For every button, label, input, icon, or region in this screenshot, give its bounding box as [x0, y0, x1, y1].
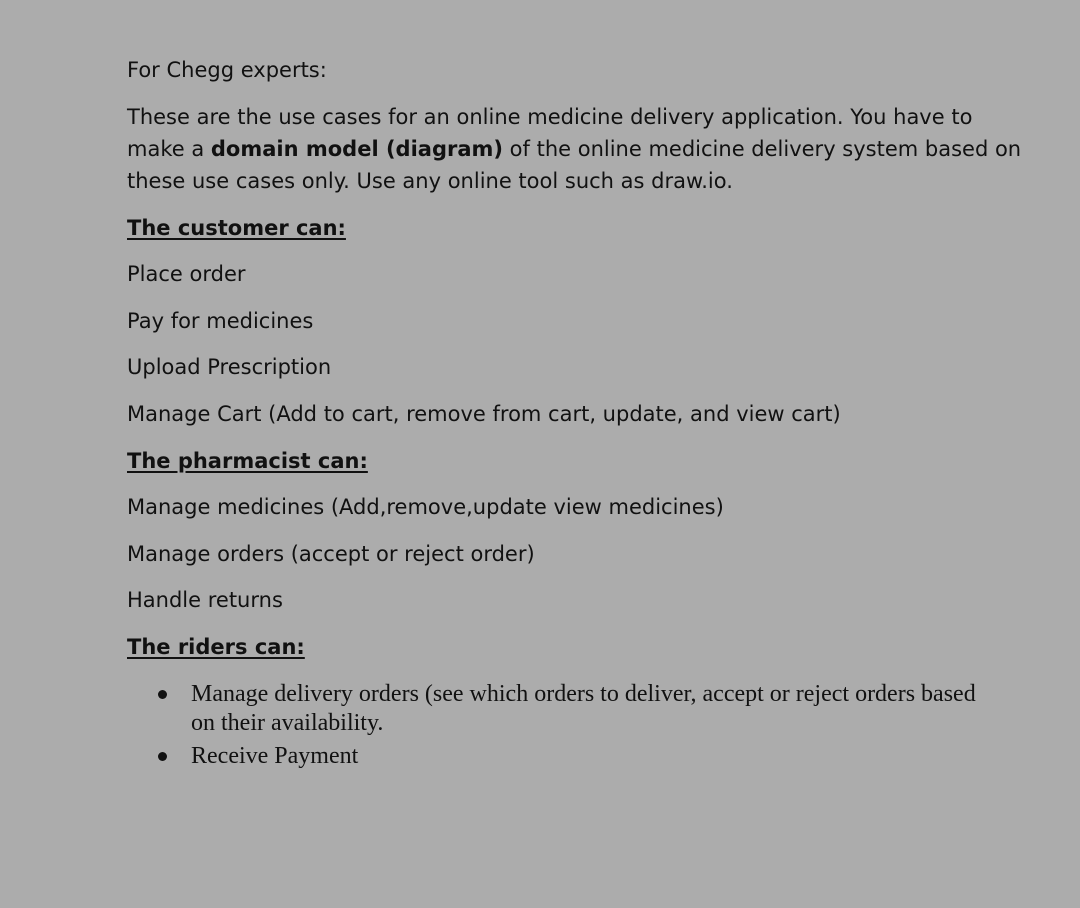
pharmacist-heading: The pharmacist can: [127, 449, 368, 473]
pharmacist-item-manage-medicines: Manage medicines (Add,remove,update view medicines) [127, 495, 724, 519]
riders-heading: The riders can: [127, 635, 305, 659]
intro-line-3: these use cases only. Use any online tool such as draw.io. [127, 169, 733, 193]
greeting-text: For Chegg experts: [127, 58, 327, 82]
list-item [127, 742, 987, 771]
riders-bullet-list [127, 680, 987, 775]
intro-line-2-suffix: of the online medicine delivery system based on [503, 137, 1022, 161]
customer-item-manage-cart: Manage Cart (Add to cart, remove from cart, update, and view cart) [127, 402, 841, 426]
pharmacist-item-handle-returns: Handle returns [127, 588, 283, 612]
bullet-icon [158, 752, 167, 761]
intro-line-2-prefix: make a [127, 137, 211, 161]
pharmacist-item-manage-orders: Manage orders (accept or reject order) [127, 542, 535, 566]
rider-item-receive-payment: Receive Payment [191, 743, 359, 769]
intro-paragraph [127, 101, 1022, 197]
domain-model-emphasis: domain model (diagram) [210, 137, 503, 161]
list-item [127, 680, 987, 738]
customer-item-upload-prescription: Upload Prescription [127, 355, 332, 379]
customer-heading: The customer can: [127, 216, 346, 240]
customer-item-pay: Pay for medicines [127, 309, 314, 333]
customer-item-place-order: Place order [127, 262, 246, 286]
intro-line-2 [127, 133, 1022, 165]
bullet-icon [158, 690, 167, 699]
intro-line-1: These are the use cases for an online medicine delivery application. You have to [127, 105, 973, 129]
rider-item-manage-delivery: Manage delivery orders (see which orders to deliver, accept or reject orders based on their availability. [191, 681, 976, 736]
